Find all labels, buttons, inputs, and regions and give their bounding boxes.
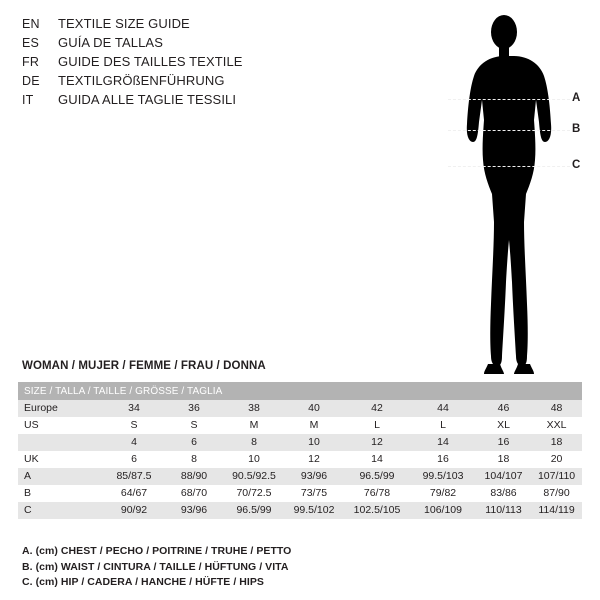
language-header-block [22,16,442,111]
language-code: IT [22,93,34,107]
guide-line-c [448,166,570,167]
language-row [22,73,442,92]
cell: 68/70 [164,485,224,502]
cell: S [104,417,164,434]
legend-line-b: B. (cm) WAIST / CINTURA / TAILLE / HÜFTUNG / VITA [22,560,289,573]
cell: 4 [104,434,164,451]
female-silhouette-figure [430,8,590,378]
cell: 8 [164,451,224,468]
table-header-row [18,382,582,400]
table-row [18,485,582,502]
size-table-wrapper [18,382,582,519]
cell: 85/87.5 [104,468,164,485]
cell: 10 [284,434,344,451]
guide-label-c: C [572,159,581,171]
cell: 93/96 [284,468,344,485]
section-title: WOMAN / MUJER / FEMME / FRAU / DONNA [22,360,266,372]
legend-line-c: C. (cm) HIP / CADERA / HANCHE / HÜFTE / HIPS [22,576,264,588]
cell: 87/90 [531,485,582,502]
cell: 12 [284,451,344,468]
cell: 40 [284,400,344,417]
table-row [18,451,582,468]
cell: 106/109 [410,502,476,519]
cell: 18 [476,451,531,468]
cell: 90.5/92.5 [224,468,284,485]
cell: 104/107 [476,468,531,485]
cell: 79/82 [410,485,476,502]
cell: M [284,417,344,434]
size-table [18,382,582,519]
cell: L [344,417,410,434]
language-title: GUIDE DES TAILLES TEXTILE [58,54,243,69]
row-label: UK [18,451,104,468]
cell: L [410,417,476,434]
table-row [18,502,582,519]
row-label: C [18,502,104,519]
cell: 14 [410,434,476,451]
language-row [22,16,442,35]
row-label: US [18,417,104,434]
table-row [18,434,582,451]
language-row [22,54,442,73]
cell: 44 [410,400,476,417]
cell: 70/72.5 [224,485,284,502]
table-header-label: SIZE / TALLA / TAILLE / GRÖSSE / TAGLIA [18,382,582,400]
measurement-legend [22,544,562,591]
cell: 76/78 [344,485,410,502]
cell: M [224,417,284,434]
cell: 18 [531,434,582,451]
cell: 110/113 [476,502,531,519]
row-label: Europe [18,400,104,417]
cell: 96.5/99 [344,468,410,485]
language-code: DE [22,74,40,88]
cell: 34 [104,400,164,417]
table-row [18,417,582,434]
cell: XL [476,417,531,434]
cell: 46 [476,400,531,417]
cell: 20 [531,451,582,468]
cell: 36 [164,400,224,417]
language-title: TEXTILGRÖßENFÜHRUNG [58,73,225,88]
row-label: A [18,468,104,485]
cell: XXL [531,417,582,434]
cell: 6 [104,451,164,468]
cell: 6 [164,434,224,451]
cell: 8 [224,434,284,451]
cell: 48 [531,400,582,417]
language-row [22,35,442,54]
cell: 83/86 [476,485,531,502]
language-code: FR [22,55,40,69]
cell: 99.5/103 [410,468,476,485]
cell: 12 [344,434,410,451]
cell: 93/96 [164,502,224,519]
silhouette-icon [430,8,590,378]
cell: 102.5/105 [344,502,410,519]
language-row [22,92,442,111]
cell: 16 [476,434,531,451]
guide-label-a: A [572,92,581,104]
cell: 96.5/99 [224,502,284,519]
cell: 64/67 [104,485,164,502]
cell: 99.5/102 [284,502,344,519]
cell: 14 [344,451,410,468]
cell: 16 [410,451,476,468]
cell: 88/90 [164,468,224,485]
cell: 42 [344,400,410,417]
guide-line-a [448,99,570,100]
language-code: EN [22,17,40,31]
row-label: B [18,485,104,502]
cell: 38 [224,400,284,417]
guide-line-b [448,130,570,131]
legend-line-a: A. (cm) CHEST / PECHO / POITRINE / TRUHE / PETTO [22,545,292,557]
row-label [18,434,104,451]
language-code: ES [22,36,40,50]
cell: 107/110 [531,468,582,485]
language-title: GUIDA ALLE TAGLIE TESSILI [58,92,237,107]
guide-label-b: B [572,123,581,135]
cell: 73/75 [284,485,344,502]
language-title: TEXTILE SIZE GUIDE [58,16,190,31]
cell: 10 [224,451,284,468]
language-title: GUÍA DE TALLAS [58,35,163,50]
table-row [18,400,582,417]
table-row [18,468,582,485]
cell: S [164,417,224,434]
cell: 114/119 [531,502,582,519]
cell: 90/92 [104,502,164,519]
